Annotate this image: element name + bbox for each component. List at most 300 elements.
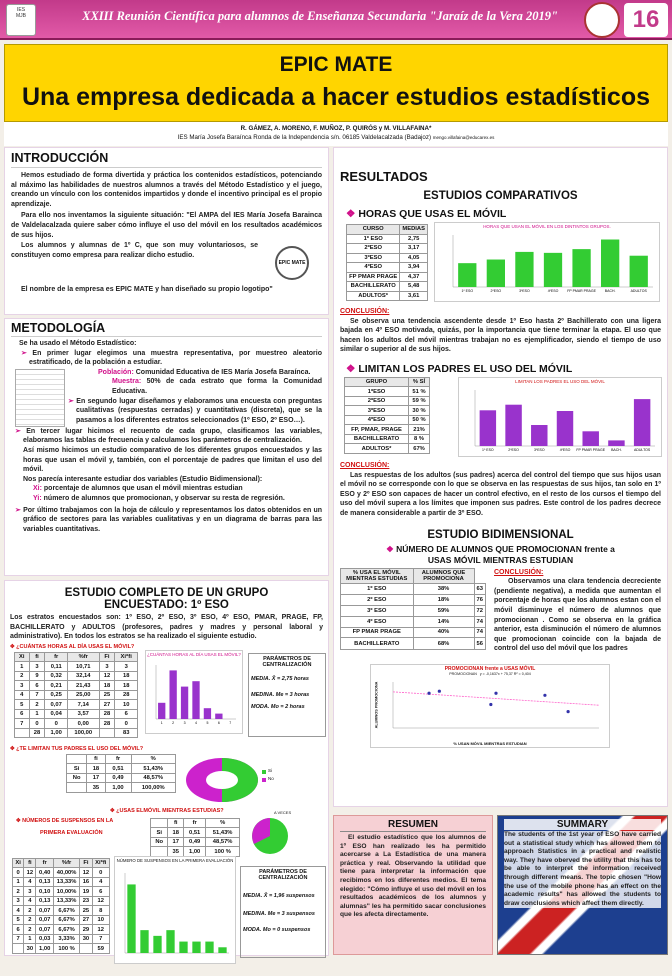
table-cell: FP PMAR PRAGE <box>341 627 414 638</box>
table-cell: 32,14 <box>68 671 100 681</box>
scatter-leg2: y = -0,1637x + 75,37 R² = 0,404 <box>479 671 531 676</box>
table-cell: 2º ESO <box>341 594 414 605</box>
table-cell: ADULTOS* <box>347 291 400 301</box>
table-cell: 28 <box>115 690 138 700</box>
table-row <box>67 773 176 783</box>
table-row <box>347 282 428 292</box>
table-hours-by-course <box>346 224 428 301</box>
resumen-text: El estudio estadístico que los alumnos de 1º ESO han realizado les ha permitido acercarse a La Estadística de una manera práctica y real. Observando la utilidad que tiene para interpretar la información que recibimos en los diferentes medios. El tema elegido: "Cómo influye el uso del móvil en los resultados académicos de los alumnos y alumnas" les ha permitido sacar conclusiones que les afecta directamente. <box>340 834 486 919</box>
table-header-cell: %fr <box>68 652 100 662</box>
limits-bar <box>608 440 624 446</box>
table-cell: 18 <box>168 828 184 838</box>
table-row <box>345 396 430 406</box>
param1-media: MEDIA. X̄ = 2,75 horas <box>251 675 309 682</box>
table-row <box>347 291 428 301</box>
table-cell: 4 <box>92 877 109 887</box>
table-cell: 59 <box>92 944 109 954</box>
author-names: R. GÁMEZ, A. MORENO, F. MUÑOZ, P. QUIRÓS y M. VILLAFAINA* <box>240 125 432 132</box>
scatter-point <box>438 689 441 692</box>
q4-label-2: PRIMERA EVALUACIÓN <box>40 829 103 836</box>
table-row <box>341 594 486 605</box>
table-row <box>345 387 430 397</box>
fails-bar <box>140 930 148 953</box>
limits-tick-label: 1º ESO <box>482 447 494 452</box>
table-cell: BACHILLERATO <box>345 434 409 444</box>
hours-course-tick-label: FP PMAR PRAGE <box>567 289 596 293</box>
table-row <box>347 253 428 263</box>
table-cell: 12 <box>92 925 109 935</box>
table-cell: 83 <box>115 728 138 738</box>
chart-hours-svg <box>146 657 242 731</box>
hours-course-bar <box>544 253 562 287</box>
table-row <box>13 868 110 878</box>
table-limits <box>66 754 176 793</box>
table-row <box>15 681 138 691</box>
chart-limits-title: LIMITAN LOS PADRES EL USO DEL MÓVIL <box>515 378 605 384</box>
table-cell: 14% <box>413 616 474 627</box>
table-cell: 3 <box>115 662 138 672</box>
limits-bar <box>480 410 496 446</box>
table-cell: 51,43% <box>131 764 175 774</box>
table-cell: 3 <box>24 887 36 897</box>
bid-heading: ESTUDIO BIDIMENSIONAL <box>427 528 574 541</box>
table-header-cell: Xi <box>15 652 30 662</box>
table-cell: 7 <box>13 934 24 944</box>
table-row <box>151 828 240 838</box>
arrow-icon: ➢ <box>68 397 77 405</box>
table-row <box>345 425 430 435</box>
conc2-text: Las respuestas de los adultos (sus padres) acerca del control del tiempo que sus hijos usan el móvil no se corresponde con lo que se observa en las respuestas de sus hijos, tan solo en 1º ESO y 2º ESO son capaces de hacer un control efectivo, en el resto de los cursos el tiempo del uso del móvil supera a los límites que imponen sus padres. Este control de los padres decrece de manera considerable a partir de 3º ESO. <box>340 471 661 517</box>
table-bid <box>340 568 486 650</box>
table-header-cell: % SÍ <box>409 377 430 387</box>
table-row <box>341 616 486 627</box>
table-cell: 12 <box>99 671 115 681</box>
table-cell <box>15 728 30 738</box>
table-cell: % <box>206 818 240 828</box>
param1-title: PARÁMETROS DE CENTRALIZACIÓN <box>262 655 312 668</box>
table-cell: 59% <box>413 605 474 616</box>
q3-label: ✥ ¿USAS ELMÓVIL MIENTRAS ESTUDIAS? <box>110 807 224 814</box>
group-panel <box>4 580 329 956</box>
method-heading: METODOLOGÍA <box>11 321 106 335</box>
param-box-2 <box>240 866 326 958</box>
table-cell: 12 <box>80 868 92 878</box>
scatter-xlabel: % USAN MÓVIL MIENTRAS ESTUDIAN <box>453 740 527 746</box>
scatter-svg <box>371 676 609 736</box>
table-cell: 4 <box>13 906 24 916</box>
table-header-cell: Xi*fi <box>92 858 109 868</box>
table-cell <box>13 944 24 954</box>
hours-course-bar <box>601 240 619 287</box>
table-cell: 38% <box>413 583 474 594</box>
table-cell: 7 <box>29 690 45 700</box>
hours-tick-label: 4 <box>195 720 197 725</box>
table-cell: 0,13 <box>36 896 53 906</box>
table-cell: 56 <box>474 638 485 649</box>
table-cell: 19 <box>80 887 92 897</box>
logo-lettering: EPIC MATE <box>275 246 309 280</box>
table-cell: 1,00 <box>45 728 68 738</box>
table-cell: 2ºESO <box>347 244 400 254</box>
hours-course-tick-label: BACH. <box>604 289 616 293</box>
table-cell: 3 <box>29 662 45 672</box>
table-cell: 0,51 <box>184 828 206 838</box>
param2-moda: MODA. Mo = 0 suspensos <box>243 926 311 933</box>
hours-course-tick-label: 3ºESO <box>519 289 530 293</box>
table-cell: 7,14 <box>68 700 100 710</box>
table-cell: 6,67% <box>53 925 79 935</box>
table-cell: 1º ESO <box>347 234 400 244</box>
table-row <box>345 406 430 416</box>
table-cell: 28 <box>99 719 115 729</box>
table-cell: 2 <box>24 906 36 916</box>
table-cell: 51 % <box>409 387 430 397</box>
table-cell: 16 <box>80 877 92 887</box>
limits-tick-label: ADULTOS <box>634 447 651 452</box>
table-cell: 6 <box>92 887 109 897</box>
table-cell: 28 <box>29 728 45 738</box>
fails-bar <box>218 947 226 953</box>
table-cell: 100,00 <box>68 728 100 738</box>
table-cell: 4ºESO <box>345 415 409 425</box>
method-l3: En segundo lugar diseñamos y elaboramos una encuesta con preguntas cualitativas (respuestas cerradas) y cuantitativas (discreta), que se la pasamos a los diferentes estratos seleccionados (1º ESO, 2º ESO…). <box>76 397 323 424</box>
hours-tick-label: 2 <box>172 720 175 725</box>
method-panel <box>4 318 329 576</box>
hours-heading: ❖ HORAS QUE USAS EL MÓVIL <box>346 208 507 220</box>
chart-fails-svg <box>115 863 235 961</box>
table-cell <box>80 944 92 954</box>
q4-label: ✥ NÚMEROS DE SUSPENSOS EN LA <box>16 817 114 824</box>
intro-p1: Hemos estudiado de forma divertida y práctica los contenidos estadísticos, potenciando al máximo las habilidades de nuestros alumnos a través del Método Estadístico y el juego, creando un vínculo con los contenidos impartidos y donde el incentivo principal es el propio aprendizaje. <box>11 172 322 208</box>
param1-mediana: MEDINA. Me = 3 horas <box>251 691 310 698</box>
hours-course-tick-label: 1º ESO <box>461 289 474 293</box>
table-cell: 0 <box>92 868 109 878</box>
survey-image <box>15 369 65 427</box>
limits-tick-label: 3ºESO <box>533 447 545 452</box>
table-row <box>67 783 176 793</box>
table-cell: 5,48 <box>400 282 428 292</box>
table-cell: Si <box>151 828 168 838</box>
table-header-cell: Fi <box>99 652 115 662</box>
table-row <box>13 906 110 916</box>
method-l7: Por último trabajamos con la hoja de cálculo y representamos los datos obtenidos en un gráfico de sectores para las variables cualitativas y en un diagrama de barras para las variables cuantitativas. <box>23 506 322 533</box>
table-cell: 0 <box>45 719 68 729</box>
hours-tick-label: 5 <box>206 720 209 725</box>
table-row <box>15 719 138 729</box>
table-cell <box>67 783 87 793</box>
method-l5: Así mismo hicimos un estudio comparativo de los diferentes grupos encuestados y las horas que usan el móvil y, también, con el porcentaje de padres que limitan el uso del móvil. <box>23 446 322 474</box>
table-cell: 0,49 <box>105 773 131 783</box>
subtitle: Una empresa dedicada a hacer estudios estadísticos <box>21 83 651 111</box>
yi-label: Yi: <box>33 494 42 502</box>
table-row <box>13 877 110 887</box>
table-cell: 3ºESO <box>347 253 400 263</box>
table-cell: 12 <box>24 868 36 878</box>
table-cell: 1,00 <box>105 783 131 793</box>
intro-p4: El nombre de la empresa es EPIC MATE y han diseñado su propio logotipo" <box>21 286 273 294</box>
table-cell: 10,00% <box>53 887 79 897</box>
table-cell: 2 <box>24 925 36 935</box>
table-cell: 3,61 <box>400 291 428 301</box>
table-header-row <box>13 858 110 868</box>
table-row <box>347 263 428 273</box>
intro-heading: INTRODUCCIÓN <box>11 151 109 165</box>
table-cell: 6 <box>29 681 45 691</box>
table-cell: fi <box>87 754 105 764</box>
pob-text: Comunidad Educativa de IES María Josefa Baraínca. <box>135 368 311 376</box>
table-cell: 5 <box>15 700 30 710</box>
table-cell: 3 <box>99 662 115 672</box>
resumen-panel <box>333 815 493 955</box>
resumen-heading: RESUMEN <box>387 819 438 830</box>
table-row <box>347 244 428 254</box>
event-logo <box>584 2 620 38</box>
table-header-cell: Xi*fi <box>115 652 138 662</box>
limits-tick-label: FP PMAR PRAGE <box>576 447 606 452</box>
scatter-ylabel: ALUMNOS PROMOCIONA <box>374 681 379 729</box>
table-header-row <box>15 652 138 662</box>
scatter-point <box>543 694 546 697</box>
table-cell: 1 <box>24 934 36 944</box>
xi-text: porcentaje de alumnos que usan el móvil mientras estudian <box>43 485 243 493</box>
limits-tick-label: 2ºESO <box>508 447 519 452</box>
table-cell: fr <box>184 818 206 828</box>
table-cell: 6 <box>115 709 138 719</box>
table-cell: 18 <box>115 681 138 691</box>
table-cell: 1º ESO <box>341 583 414 594</box>
table-cell: 2,75 <box>400 234 428 244</box>
limits-bar <box>505 405 521 446</box>
chart-hours-title: ¿CUÁNTAS HORAS AL DÍA USAS EL MÓVIL? <box>147 651 241 657</box>
title-box <box>4 44 668 122</box>
table-cell: 3,94 <box>400 263 428 273</box>
table-header-cell: MEDIAS <box>400 225 428 235</box>
method-l4: En tercer lugar hicimos el recuento de cada grupo, clasificamos las variables, elaboramos las tablas de frecuencia y calculamos los parámetros de centralización. <box>23 427 322 445</box>
table-cell: 0,13 <box>36 877 53 887</box>
table-cell: 0,07 <box>36 925 53 935</box>
table-cell: 3º ESO <box>341 605 414 616</box>
table-cell: 3 <box>13 896 24 906</box>
table-cell: No <box>67 773 87 783</box>
table-cell: BACHILLERATO <box>347 282 400 292</box>
table-row <box>151 837 240 847</box>
table-cell: fi <box>168 818 184 828</box>
table-cell: 5 <box>13 915 24 925</box>
table-header-cell: Fi <box>80 858 92 868</box>
event-title: XXIII Reunión Científica para alumnos de Enseñanza Secundaria "Jaraíz de la Vera 2019" <box>82 9 558 23</box>
table-cell: ADULTOS* <box>345 444 409 454</box>
table-cell: 27 <box>99 700 115 710</box>
hours-course-bar <box>515 252 533 287</box>
q2-label: ✥ ¿TE LIMITAN TUS PADRES EL USO DEL MÓVIL? <box>10 745 144 752</box>
table-cell: % <box>131 754 175 764</box>
table-cell: 30 % <box>409 406 430 416</box>
table-header-cell: CURSO <box>347 225 400 235</box>
mue-text: 50% de cada estrato que forma la Comunidad Educativa. <box>112 378 322 395</box>
table-header-cell: %fr <box>53 858 79 868</box>
pie-legend-no: No <box>268 775 274 781</box>
table-row <box>347 272 428 282</box>
table-cell: 1,00 <box>36 944 53 954</box>
conc3-text: Observamos una clara tendencia decreciente (pendiente negativa), a medida que aumentan el porcentaje de horas que los alumnos estan con el móvil disminuye el número de alumnos que promocionan . Como se observa en la gráfica anterior, esta disminución el número de alumnos que promocionan coincide con la bajada de control del uso del móvil que los padres <box>494 578 661 653</box>
table-row <box>345 434 430 444</box>
hours-bar <box>169 670 176 719</box>
table-row <box>347 234 428 244</box>
bid-sub2: USAS MÓVIL MIENTRAS ESTUDIAN <box>427 554 574 565</box>
param-box-1 <box>248 653 326 737</box>
table-cell: 0,03 <box>36 934 53 944</box>
param2-media: MEDIA. X̄ = 1,96 suspensos <box>243 892 315 899</box>
table-cell: 30 <box>80 934 92 944</box>
table-header-row <box>347 225 428 235</box>
intro-panel <box>4 147 329 315</box>
pie-limits <box>182 752 272 808</box>
chart-limits <box>458 377 662 457</box>
conc1-text: Se observa una tendencia ascendente desde 1º Eso hasta 2º Bachillerato con una ligera bajada en 4º ESO motivada, quizás, por la importancia que tiene terminar la etapa. El uso que hacen los adultos del móvil mientras trabajan no es ejemplificador, siendo el tiempo de uso similar o superior al de sus hijos. <box>340 317 661 354</box>
hours-course-bar <box>458 263 476 287</box>
table-cell: 68% <box>413 638 474 649</box>
table-cell: fr <box>105 754 131 764</box>
hours-course-bar <box>572 249 590 287</box>
table-cell: 0,04 <box>45 709 68 719</box>
table-cell: 21,43 <box>68 681 100 691</box>
chart-hours-course-title: HORAS QUE USAN EL MÓVIL EN LOS DINTINTOS GRUPOS. <box>483 224 611 229</box>
table-row <box>15 728 138 738</box>
table-row <box>341 638 486 649</box>
table-cell: 29 <box>80 925 92 935</box>
table-cell: 0,00 <box>68 719 100 729</box>
table-cell: 12 <box>92 896 109 906</box>
scatter-point <box>427 692 430 695</box>
conc3-label: CONCLUSIÓN: <box>494 568 544 576</box>
chart-fails <box>114 856 236 964</box>
table-cell: 0,32 <box>45 671 68 681</box>
table-row <box>341 627 486 638</box>
table-row <box>13 934 110 944</box>
table-cell: 0,40 <box>36 868 53 878</box>
summary-heading: SUMMARY <box>504 819 661 830</box>
table-cell: 4 <box>24 896 36 906</box>
table-cell: 48,57% <box>206 837 240 847</box>
table-cell: 0,51 <box>105 764 131 774</box>
table-cell: 4 <box>15 690 30 700</box>
q1-label: ✥ ¿CUÁNTAS HORAS AL DÍA USAS EL MÓVIL? <box>10 643 135 650</box>
table-cell: 48,57% <box>131 773 175 783</box>
table-cell: 100,00% <box>131 783 175 793</box>
table-cell: 3,33% <box>53 934 79 944</box>
results-heading: RESULTADOS <box>340 169 428 184</box>
hours-bar <box>215 713 222 718</box>
fails-bar <box>192 941 200 952</box>
table-cell: 0 <box>115 719 138 729</box>
table-cell <box>67 754 87 764</box>
table-cell: 27 <box>80 915 92 925</box>
table-cell <box>99 728 115 738</box>
table-cell: 2 <box>24 915 36 925</box>
table-row <box>13 925 110 935</box>
epic-mate-logo <box>262 241 322 285</box>
method-l6: Nos parecía interesante estudiar dos variables (Estudio Bidimensional): <box>23 475 263 483</box>
table-cell: 74 <box>474 627 485 638</box>
limits-bar <box>634 399 650 446</box>
hours-bar <box>204 708 211 719</box>
table-cell: 4,05 <box>400 253 428 263</box>
table-cell: 0,07 <box>45 700 68 710</box>
table-cell: 0,49 <box>184 837 206 847</box>
table-cell: 35 <box>87 783 105 793</box>
table-header-cell: GRUPO <box>345 377 409 387</box>
table-cell: 10,71 <box>68 662 100 672</box>
table-row <box>341 583 486 594</box>
table-cell: 0 <box>29 719 45 729</box>
table-cell: 10 <box>92 915 109 925</box>
yi-text: número de alumnos que promocionan, y observar su resta de regresión. <box>43 494 285 502</box>
table-header-cell: fr <box>36 858 53 868</box>
table-cell: 0,07 <box>36 906 53 916</box>
table-cell: 18 <box>99 681 115 691</box>
table-cell: 17 <box>168 837 184 847</box>
table-cell: 13,33% <box>53 896 79 906</box>
table-cell: 3 <box>15 681 30 691</box>
table-row <box>15 700 138 710</box>
table-limits-by-group <box>344 377 430 454</box>
table-row <box>345 415 430 425</box>
table-header-cell: fr <box>45 652 68 662</box>
results-sub: ESTUDIOS COMPARATIVOS <box>423 190 578 202</box>
table-cell: 30 <box>24 944 36 954</box>
hours-course-tick-label: 4ºESO <box>547 289 559 293</box>
table-cell: 3,17 <box>400 244 428 254</box>
table-cell: 40% <box>413 627 474 638</box>
method-l2: En primer lugar elegimos una muestra representativa, por muestreo aleatorio estratificado, de la población a estudiar. <box>29 349 323 367</box>
table-cell: 13,33% <box>53 877 79 887</box>
table-cell: 76 <box>474 594 485 605</box>
table-cell: FP PMAR PRAGE <box>347 272 400 282</box>
xi-label: Xi: <box>33 485 42 493</box>
hours-tick-label: 7 <box>229 720 232 725</box>
table-header-cell: fi <box>29 652 45 662</box>
param2-title: PARÁMETROS DE CENTRALIZACIÓN <box>258 868 308 881</box>
chart-fails-title: NÚMERO DE SUSPENSOS EN LA PRIMERA EVALUACIÓN <box>116 857 234 863</box>
hours-tick-label: 3 <box>183 720 186 725</box>
author-email: mengo.villafaina@educarex.es <box>432 135 495 140</box>
table-cell: 0,11 <box>45 662 68 672</box>
table-cell: 4,37 <box>400 272 428 282</box>
table-study-mobile <box>150 818 240 857</box>
table-cell: 6 <box>13 925 24 935</box>
fails-bar <box>179 941 187 952</box>
scatter-chart <box>370 664 610 748</box>
table-header-cell: ALUMNOS QUE PROMOCIONA <box>413 568 474 583</box>
table-cell: 0,10 <box>36 887 53 897</box>
arrow-icon: ➢ <box>21 349 33 357</box>
summary-panel <box>497 815 668 955</box>
table-cell: 6,67% <box>53 915 79 925</box>
table-header-row <box>341 568 486 583</box>
group-heading-2: ENCUESTADO: 1º ESO <box>104 599 229 611</box>
scatter-point <box>494 692 497 695</box>
pie-legend-si: Si <box>268 767 273 773</box>
table-cell: 2 <box>29 700 45 710</box>
table-cell: 1 <box>15 662 30 672</box>
school-logo: IES MJB <box>6 4 36 36</box>
table-cell: 67% <box>409 444 430 454</box>
table-cell: 35 <box>168 847 184 857</box>
table-cell: 18 <box>115 671 138 681</box>
table-cell: FP, PMAR, PRAGE <box>345 425 409 435</box>
table-row <box>15 690 138 700</box>
table-cell: 63 <box>474 583 485 594</box>
